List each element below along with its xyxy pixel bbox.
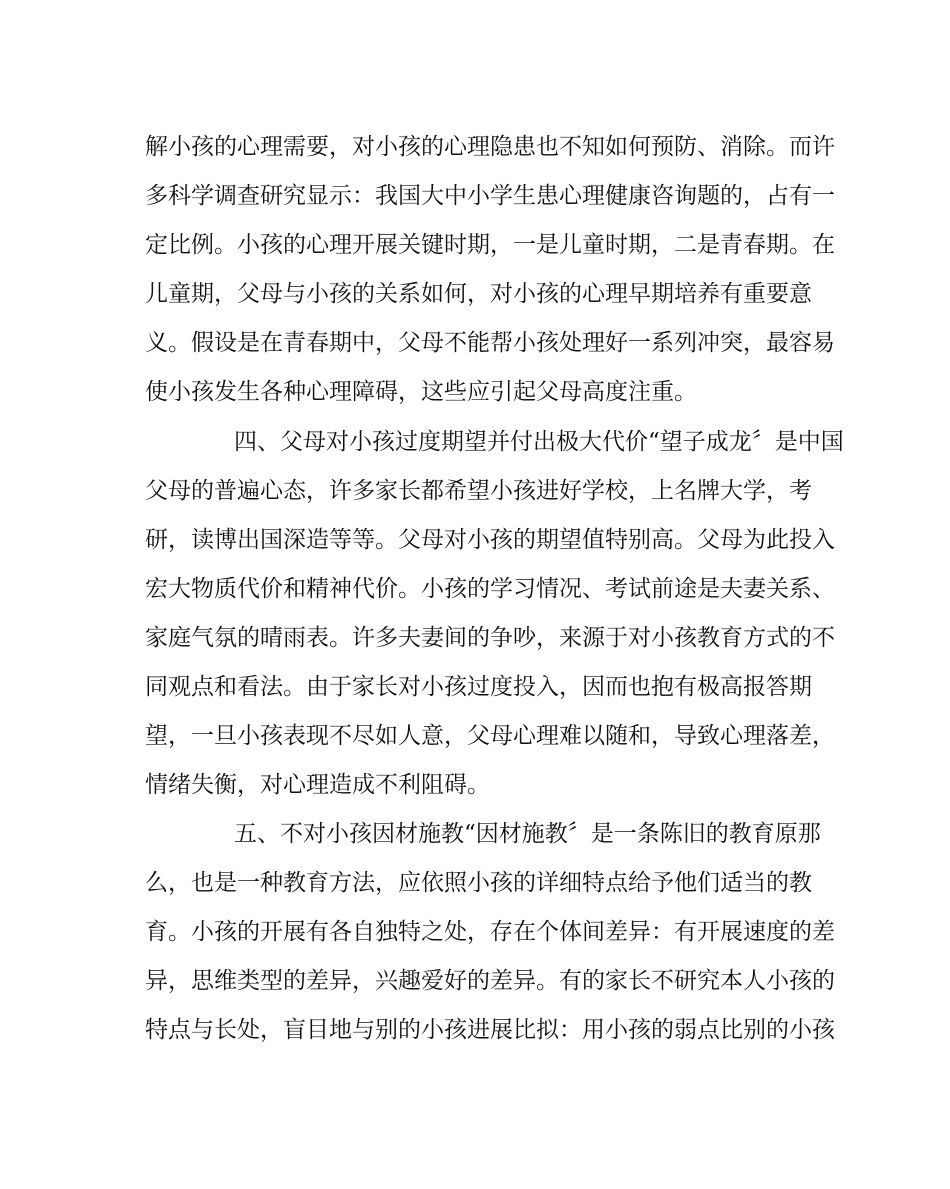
text-line: 异，思维类型的差异，兴趣爱好的差异。有的家长不研究本人小孩的 <box>145 968 835 994</box>
text-line: 特点与长处，盲目地与别的小孩进展比拟：用小孩的弱点比别的小孩 <box>145 1017 835 1043</box>
text-line: 父母的普遍心态，许多家长都希望小孩进好学校，上名牌大学，考 <box>145 478 812 504</box>
text-line: 宏大物质代价和精神代价。小孩的学习情况、考试前途是夫妻关系、 <box>145 576 835 602</box>
text-line: 四、父母对小孩过度期望并付出极大代价“望子成龙〞是中国 <box>234 429 844 455</box>
text-line: 五、不对小孩因材施教“因材施教〞是一条陈旧的教育原那 <box>234 821 821 847</box>
text-line: 同观点和看法。由于家长对小孩过度投入，因而也抱有极高报答期 <box>145 674 812 700</box>
text-line: 多科学调查研究显示：我国大中小学生患心理健康咨询题的，占有一 <box>145 183 835 209</box>
text-line: 研，读博出国深造等等。父母对小孩的期望值特别高。父母为此投入 <box>145 527 835 553</box>
text-line: 义。假设是在青春期中，父母不能帮小孩处理好一系列冲突，最容易 <box>145 330 835 356</box>
text-line: 育。小孩的开展有各自独特之处，存在个体间差异：有开展速度的差 <box>145 919 835 945</box>
text-line: 儿童期，父母与小孩的关系如何，对小孩的心理早期培养有重要意 <box>145 281 812 307</box>
text-line: 解小孩的心理需要，对小孩的心理隐患也不知如何预防、消除。而许 <box>145 134 835 160</box>
text-line: 定比例。小孩的心理开展关键时期，一是儿童时期，二是青春期。在 <box>145 232 835 258</box>
text-line: 情绪失衡，对心理造成不利阻碍。 <box>145 772 490 798</box>
text-line: 么，也是一种教育方法，应依照小孩的详细特点给予他们适当的教 <box>145 870 812 896</box>
text-line: 家庭气氛的晴雨表。许多夫妻间的争吵，来源于对小孩教育方式的不 <box>145 625 835 651</box>
text-line: 使小孩发生各种心理障碍，这些应引起父母高度注重。 <box>145 379 697 405</box>
text-line: 望，一旦小孩表现不尽如人意，父母心理难以随和，导致心理落差， <box>145 723 835 749</box>
